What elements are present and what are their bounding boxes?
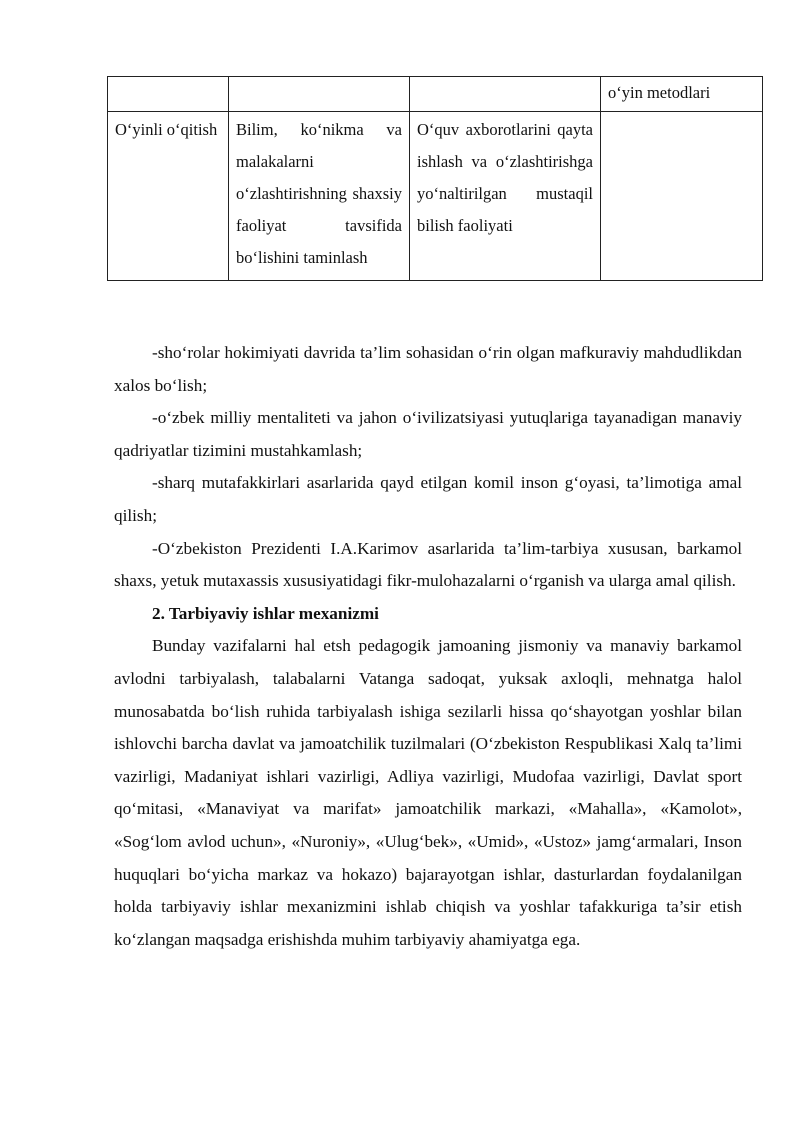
table-cell: O‘yinli o‘qitish xyxy=(108,112,229,281)
methods-table xyxy=(107,76,763,281)
paragraph: -sharq mutafakkirlari asarlarida qayd etilgan komil inson g‘oyasi, ta’limotiga amal qilish; xyxy=(114,473,742,525)
paragraph: -sho‘rolar hokimiyati davrida ta’lim sohasidan o‘rin olgan mafkuraviy mahdudlikdan xalos bo‘lish; xyxy=(114,343,742,395)
paragraph: -O‘zbekiston Prezidenti I.A.Karimov asarlarida ta’lim-tarbiya xususan, barkamol shaxs, yetuk mutaxassis xususiyatidagi fikr-mulohazalarni o‘rganish va ularga amal qilish. xyxy=(114,538,742,591)
table-cell xyxy=(229,77,410,112)
body-text xyxy=(114,337,742,956)
table-cell: o‘yin metodlari xyxy=(601,77,763,112)
paragraph: -o‘zbek milliy mentaliteti va jahon o‘ivilizatsiyasi yutuqlariga tayanadigan manaviy qadriyatlar tizimini mustahkamlash; xyxy=(114,408,742,460)
section-heading: 2. Tarbiyaviy ishlar mexanizmi xyxy=(152,603,379,623)
table-cell: O‘quv axborotlarini qayta ishlash va o‘zlashtirishga yo‘naltirilgan mustaqil bilish faoliyati xyxy=(410,112,601,281)
table-row xyxy=(108,112,763,281)
table-cell xyxy=(108,77,229,112)
table-cell xyxy=(410,77,601,112)
table-cell xyxy=(601,112,763,281)
table-row xyxy=(108,77,763,112)
paragraph: Bunday vazifalarni hal etsh pedagogik jamoaning jismoniy va manaviy barkamol avlodni tarbiyalash, talabalarni Vatanga sadoqat, yuksak axloqli, mehnatga halol munosabatda bo‘lish ruhida tarbiyalash ishiga sezilarli hissa qo‘shayotgan yoshlar bilan ishlovchi barcha davlat va jamoatchilik tuzilmalari (O‘zbekiston Respublikasi Xalq ta’limi vazirligi, Madaniyat ishlari vazirligi, Adliya vazirligi, Mudofaa vazirligi, Davlat sport qo‘mitasi, «Manaviyat va marifat» jamoatchilik markazi, «Mahalla», «Kamolot», «Sog‘lom avlod uchun», «Nuroniy», «Ulug‘bek», «Umid», «Ustoz» jamg‘armalari, Inson huquqlari bo‘yicha markaz va hokazo) bajarayotgan ishlar, dasturlardan foydalanilgan holda tarbiyaviy ishlar mexanizmini ishlab chiqish va yoshlar tafakkuriga ta’sir etish ko‘zlangan maqsadga erishishda muhim tarbiyaviy ahamiyatga ega. xyxy=(114,636,742,949)
table-cell: Bilim, ko‘nikma va malakalarni o‘zlashtirishning shaxsiy faoliyat tavsifida bo‘lishini taminlash xyxy=(229,112,410,281)
